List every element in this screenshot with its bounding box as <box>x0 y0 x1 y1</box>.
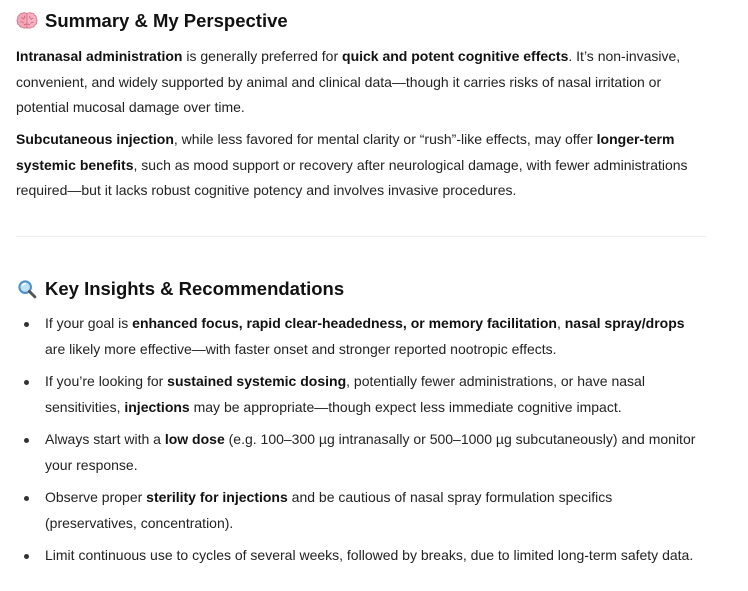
paragraph-text: . It’s non-invasive, convenient, and widely supported by animal and clinical data—though it carries risks of nasal irritation or potential mucosal damage over time. <box>16 48 681 115</box>
summary-title: Summary & My Perspective <box>45 10 288 31</box>
bold-text: injections <box>124 398 190 415</box>
list-item <box>16 543 706 569</box>
list-item <box>16 311 706 362</box>
list-text: are likely more effective—with faster onset and stronger reported nootropic effects. <box>45 340 557 357</box>
bold-text: nasal spray/drops <box>564 315 685 331</box>
paragraph-text: , such as mood support or recovery after neurological damage, with fewer administrations required—but it lacks robust cognitive potency and involves invasive procedures. <box>16 156 688 198</box>
section-heading-insights <box>16 277 344 301</box>
bold-text: Subcutaneous injection <box>16 131 174 147</box>
list-text: (e.g. 100–300 µg intranasally or 500–1000 µg subcutaneously) and monitor your response. <box>45 431 696 473</box>
summary-paragraph-1 <box>16 44 706 121</box>
insights-title: Key Insights & Recommendations <box>45 278 345 299</box>
bold-text: Intranasal administration <box>16 48 183 64</box>
magnifier-icon <box>16 278 38 300</box>
section-divider <box>16 236 706 237</box>
summary-paragraph-2 <box>16 127 706 204</box>
insights-list <box>16 311 706 576</box>
bold-text: quick and potent cognitive effects <box>342 48 569 64</box>
section-heading-summary <box>16 9 288 33</box>
list-text: , <box>556 315 565 331</box>
list-text: Observe proper <box>45 489 147 505</box>
list-text: Always start with a <box>45 431 165 447</box>
bold-text: enhanced focus, rapid clear-headedness, or memory facilitation <box>132 315 557 331</box>
bold-text: sterility for injections <box>146 489 288 505</box>
list-item <box>16 485 706 536</box>
list-item <box>16 427 706 478</box>
list-text: and be cautious of nasal spray formulation specifics (preservatives, concentration). <box>45 489 613 531</box>
bold-text: low dose <box>164 431 225 447</box>
list-item <box>16 369 706 420</box>
bold-text: sustained systemic dosing <box>167 373 347 389</box>
paragraph-text: , while less favored for mental clarity or “rush”-like effects, may offer <box>173 131 597 147</box>
list-text: Limit continuous use to cycles of several weeks, followed by breaks, due to limited long-term safety data. <box>45 547 694 563</box>
list-text: , potentially fewer administrations, or have nasal sensitivities, <box>45 373 645 415</box>
paragraph-text: is generally preferred for <box>182 48 343 64</box>
list-text: If your goal is <box>45 315 133 331</box>
list-text: If you’re looking for <box>45 373 168 389</box>
brain-icon <box>16 10 38 32</box>
list-text: may be appropriate—though expect less immediate cognitive impact. <box>189 398 622 415</box>
bold-text: longer-term systemic benefits <box>16 131 675 173</box>
